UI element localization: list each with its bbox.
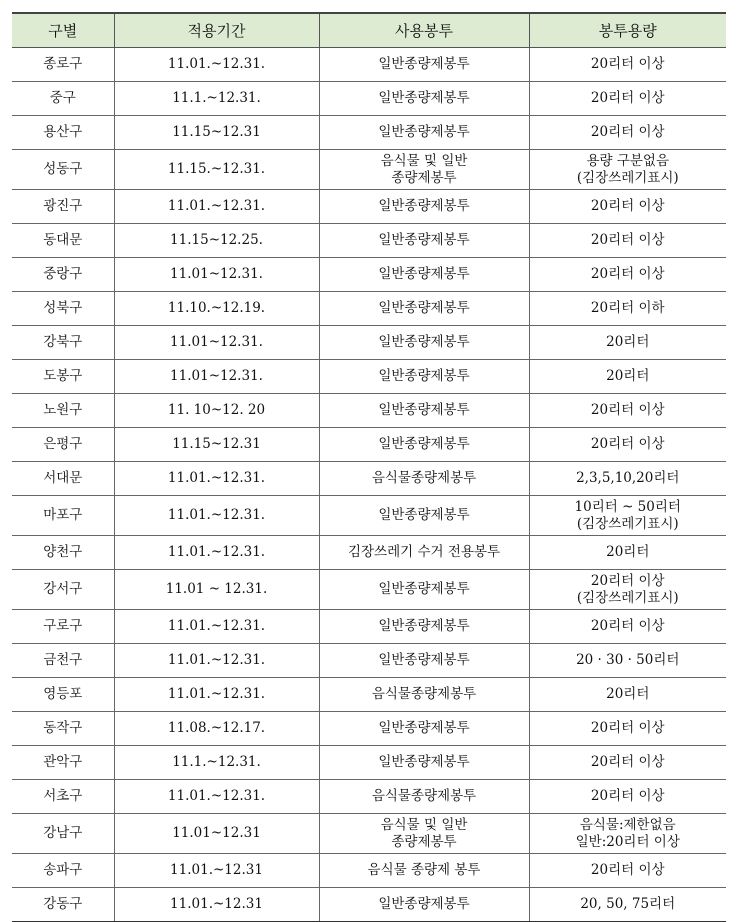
cell-district: 관악구 [12,746,114,780]
cell-district: 중랑구 [12,258,114,292]
table-row [12,82,726,116]
bag-type-line: 음식물종량제봉투 [371,788,477,804]
bag-type-line: 종량제봉투 [391,833,457,850]
table-row [12,150,726,190]
cell-period: 11.01.~12.31. [114,190,319,224]
cell-period: 11.01.~12.31. [114,536,319,570]
cell-period: 11.01.~12.31. [114,678,319,712]
cell-period: 11.15~12.31 [114,428,319,462]
cell-capacity [529,326,726,360]
table-row [12,462,726,496]
cell-capacity [529,610,726,644]
capacity-line: 20리터 이상 [590,618,665,634]
capacity-line: 20리터 이상 [590,720,665,736]
cell-district: 용산구 [12,116,114,150]
cell-district: 강남구 [12,814,114,854]
cell-capacity [529,394,726,428]
cell-period: 11.15~12.31 [114,116,319,150]
cell-bag-type [319,610,529,644]
bag-type-line: 일반종량제봉투 [378,368,470,384]
cell-bag-type [319,462,529,496]
cell-district: 강동구 [12,888,114,922]
cell-district: 서초구 [12,780,114,814]
capacity-line: 20리터 이상 [590,402,665,418]
capacity-line: 20리터 이상 [590,90,665,106]
table-row [12,116,726,150]
cell-capacity [529,712,726,746]
cell-period: 11.01.~12.31. [114,48,319,82]
bag-type-line: 종량제봉투 [391,169,457,186]
cell-district: 영등포 [12,678,114,712]
header-bag-capacity: 봉투용량 [529,13,726,48]
capacity-line: 2,3,5,10,20리터 [576,470,680,486]
bag-type-line: 김장쓰레기 수거 전용봉투 [347,544,501,560]
capacity-line: 20리터 이상 [590,56,665,72]
table-row [12,496,726,536]
capacity-line: 음식물:제한없음 [579,816,676,833]
bag-type-line: 일반종량제봉투 [378,124,470,140]
bag-type-line: 일반종량제봉투 [378,618,470,634]
cell-bag-type [319,780,529,814]
cell-district: 은평구 [12,428,114,462]
capacity-line: 20리터 [606,544,650,560]
cell-capacity [529,116,726,150]
cell-capacity [529,854,726,888]
cell-period: 11.01~12.31. [114,326,319,360]
capacity-line: 일반:20리터 이상 [575,833,680,850]
capacity-line: 20리터 [606,686,650,702]
table-row [12,536,726,570]
table-row [12,610,726,644]
bag-type-line: 음식물 및 일반 [380,816,468,833]
cell-district: 중구 [12,82,114,116]
capacity-line: 20리터 [606,334,650,350]
capacity-line: 20리터 이상 [590,754,665,770]
cell-capacity [529,82,726,116]
cell-bag-type [319,428,529,462]
cell-period: 11.01.~12.31. [114,462,319,496]
cell-district: 노원구 [12,394,114,428]
bag-type-line: 일반종량제봉투 [378,652,470,668]
bag-type-line: 일반종량제봉투 [378,198,470,214]
cell-bag-type [319,258,529,292]
cell-capacity [529,48,726,82]
header-bag-type: 사용봉투 [319,13,529,48]
cell-capacity [529,814,726,854]
bag-type-line: 일반종량제봉투 [378,56,470,72]
table-row [12,394,726,428]
table-row [12,780,726,814]
cell-bag-type [319,854,529,888]
table-row [12,570,726,610]
cell-capacity [529,570,726,610]
cell-capacity [529,888,726,922]
cell-capacity [529,678,726,712]
table-row [12,258,726,292]
capacity-line: (김장쓰레기표시) [576,169,679,186]
cell-capacity [529,780,726,814]
bag-type-line: 음식물 및 일반 [380,152,468,169]
cell-district: 성동구 [12,150,114,190]
bag-type-line: 일반종량제봉투 [378,90,470,106]
cell-bag-type [319,48,529,82]
cell-bag-type [319,190,529,224]
bag-type-line: 음식물 종량제 봉투 [367,862,481,878]
cell-bag-type [319,292,529,326]
cell-bag-type [319,678,529,712]
table-row [12,190,726,224]
cell-period: 11.01.~12.31 [114,854,319,888]
cell-period: 11.01 ~ 12.31. [114,570,319,610]
table-row [12,644,726,678]
cell-period: 11.08.~12.17. [114,712,319,746]
cell-bag-type [319,360,529,394]
bag-type-line: 음식물종량제봉투 [371,686,477,702]
bag-type-line: 일반종량제봉투 [378,334,470,350]
cell-capacity [529,258,726,292]
cell-bag-type [319,570,529,610]
bag-type-line: 일반종량제봉투 [378,266,470,282]
table-row [12,326,726,360]
table-row [12,888,726,922]
table-row [12,746,726,780]
table-row [12,48,726,82]
cell-period: 11.15.~12.31. [114,150,319,190]
table-body [12,48,726,922]
cell-capacity [529,536,726,570]
cell-capacity [529,360,726,394]
cell-bag-type [319,394,529,428]
table-row [12,814,726,854]
cell-district: 양천구 [12,536,114,570]
cell-district: 도봉구 [12,360,114,394]
cell-district: 마포구 [12,496,114,536]
cell-district: 종로구 [12,48,114,82]
bag-type-line: 음식물종량제봉투 [371,470,477,486]
table-row [12,224,726,258]
header-period: 적용기간 [114,13,319,48]
cell-district: 성북구 [12,292,114,326]
cell-capacity [529,428,726,462]
cell-capacity [529,150,726,190]
cell-period: 11.01.~12.31. [114,610,319,644]
cell-district: 동대문 [12,224,114,258]
capacity-line: 20리터 이상 [590,124,665,140]
cell-bag-type [319,712,529,746]
cell-capacity [529,644,726,678]
bag-type-line: 일반종량제봉투 [378,581,470,597]
table-row [12,712,726,746]
capacity-line: (김장쓰레기표시) [576,515,679,532]
cell-bag-type [319,82,529,116]
capacity-line: 용량 구분없음 [586,152,670,169]
cell-capacity [529,746,726,780]
cell-district: 동작구 [12,712,114,746]
capacity-line: 20리터 이상 [590,198,665,214]
cell-period: 11.1.~12.31. [114,746,319,780]
bag-type-line: 일반종량제봉투 [378,754,470,770]
table-row [12,292,726,326]
capacity-line: 20리터 이상 [590,266,665,282]
capacity-line: 20리터 이상 [590,572,665,589]
cell-district: 금천구 [12,644,114,678]
cell-period: 11.01~12.31. [114,258,319,292]
cell-bag-type [319,644,529,678]
capacity-line: 20리터 [606,368,650,384]
table-row [12,854,726,888]
cell-district: 강서구 [12,570,114,610]
capacity-line: 20, 50, 75리터 [580,896,676,912]
table-row [12,678,726,712]
header-district: 구별 [12,13,114,48]
cell-period: 11.01~12.31. [114,360,319,394]
cell-capacity [529,190,726,224]
cell-period: 11. 10~12. 20 [114,394,319,428]
cell-bag-type [319,326,529,360]
cell-capacity [529,224,726,258]
district-bag-table-container [12,12,726,922]
cell-period: 11.15~12.25. [114,224,319,258]
cell-capacity [529,462,726,496]
cell-district: 서대문 [12,462,114,496]
cell-bag-type [319,888,529,922]
cell-bag-type [319,746,529,780]
cell-bag-type [319,224,529,258]
bag-type-line: 일반종량제봉투 [378,507,470,523]
cell-district: 구로구 [12,610,114,644]
cell-bag-type [319,536,529,570]
capacity-line: 20리터 이상 [590,862,665,878]
capacity-line: (김장쓰레기표시) [576,589,679,606]
capacity-line: 20리터 이하 [590,300,665,316]
cell-period: 11.10.~12.19. [114,292,319,326]
cell-bag-type [319,150,529,190]
bag-type-line: 일반종량제봉투 [378,436,470,452]
cell-capacity [529,292,726,326]
cell-district: 송파구 [12,854,114,888]
cell-bag-type [319,116,529,150]
cell-bag-type [319,814,529,854]
cell-district: 강북구 [12,326,114,360]
cell-period: 11.01.~12.31. [114,644,319,678]
header-row [12,13,726,48]
cell-period: 11.01.~12.31. [114,780,319,814]
district-bag-table [12,12,726,922]
capacity-line: 20리터 이상 [590,436,665,452]
bag-type-line: 일반종량제봉투 [378,232,470,248]
bag-type-line: 일반종량제봉투 [378,720,470,736]
cell-capacity [529,496,726,536]
table-row [12,428,726,462]
capacity-line: 10리터 ~ 50리터 [574,498,681,515]
bag-type-line: 일반종량제봉투 [378,402,470,418]
cell-district: 광진구 [12,190,114,224]
cell-period: 11.1.~12.31. [114,82,319,116]
cell-bag-type [319,496,529,536]
bag-type-line: 일반종량제봉투 [378,896,470,912]
capacity-line: 20 · 30 · 50리터 [576,652,680,668]
cell-period: 11.01.~12.31 [114,888,319,922]
bag-type-line: 일반종량제봉투 [378,300,470,316]
cell-period: 11.01.~12.31. [114,496,319,536]
cell-period: 11.01~12.31 [114,814,319,854]
capacity-line: 20리터 이상 [590,232,665,248]
table-row [12,360,726,394]
capacity-line: 20리터 이상 [590,788,665,804]
